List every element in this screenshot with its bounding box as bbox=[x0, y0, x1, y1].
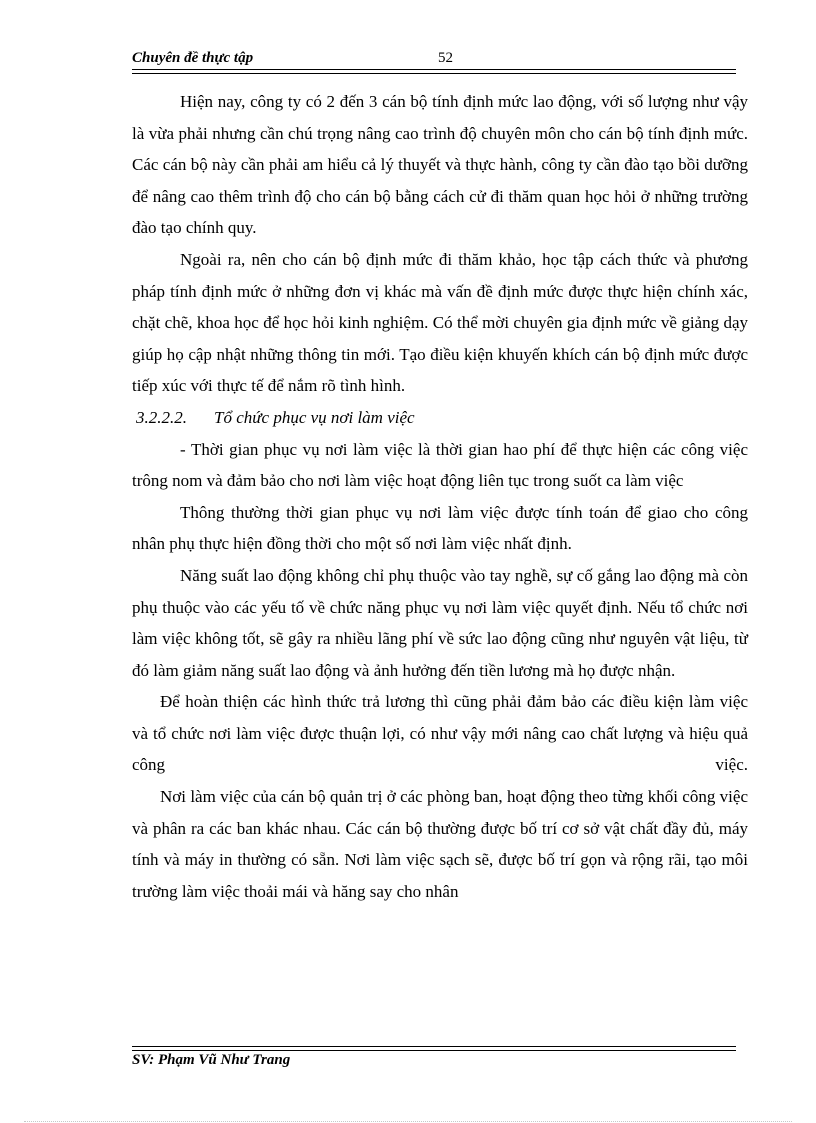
paragraph: - Thời gian phục vụ nơi làm việc là thời gian hao phí để thực hiện các công việc trông nom và đảm bảo cho nơi làm việc hoạt động liên tục trong suốt ca làm việc bbox=[132, 439, 748, 491]
paragraph: Ngoài ra, nên cho cán bộ định mức đi thăm khảo, học tập cách thức và phương pháp tính định mức ở những đơn vị khác mà vấn đề định mức được thực hiện chính xác, chặt chẽ, khoa học để học hỏi kinh nghiệm. Có thể mời chuyên gia định mức về giảng dạy giúp họ cập nhật những thông tin mới. Tạo điều kiện khuyến khích cán bộ định mức được tiếp xúc với thực tế để nắm rõ tình hình. bbox=[132, 249, 748, 396]
paragraph: Để hoàn thiện các hình thức trả lương thì cũng phải đảm bảo các điều kiện làm việc và tổ chức nơi làm việc được thuận lợi, có như vậy mới nâng cao chất lượng và hiệu quả công việc. bbox=[132, 692, 748, 775]
paragraph: Hiện nay, công ty có 2 đến 3 cán bộ tính định mức lao động, với số lượng như vậy là vừa phải nhưng cần chú trọng nâng cao trình độ chuyên môn cho cán bộ tính định mức. Các cán bộ này cần phải am hiểu cả lý thuyết và thực hành, công ty cần đào tạo bồi dưỡng để nâng cao thêm trình độ cho cán bộ bằng cách cử đi thăm quan học hỏi ở những trường đào tạo chính quy. bbox=[132, 92, 748, 238]
paragraph: Nơi làm việc của cán bộ quản trị ở các phòng ban, hoạt động theo từng khối công việc và phân ra các ban khác nhau. Các cán bộ thường được bố trí cơ sở vật chất đầy đủ, máy tính và máy in thường có sẵn. Nơi làm việc sạch sẽ, được bố trí gọn và rộng rãi, tạo môi trường làm việc thoải mái và hăng say cho nhân bbox=[132, 787, 748, 901]
paragraph: Thông thường thời gian phục vụ nơi làm việc được tính toán để giao cho công nhân phụ thực hiện đồng thời cho một số nơi làm việc nhất định. bbox=[132, 502, 748, 554]
header-rule bbox=[132, 69, 736, 74]
paragraph: Năng suất lao động không chỉ phụ thuộc vào tay nghề, sự cố gắng lao động mà còn phụ thuộc vào các yếu tố về chức năng phục vụ nơi làm việc quyết định. Nếu tổ chức nơi làm việc không tốt, sẽ gây ra nhiều lãng phí về sức lao động cũng như nguyên vật liệu, từ đó làm giảm năng suất lao động và ảnh hưởng đến tiền lương mà họ được nhận. bbox=[132, 565, 748, 680]
footer-author: SV: Phạm Vũ Như Trang bbox=[132, 1052, 291, 1068]
page-number: 52 bbox=[438, 50, 453, 66]
footer-rule bbox=[132, 1046, 736, 1051]
header-title: Chuyên đề thực tập bbox=[132, 50, 254, 66]
section-heading bbox=[132, 402, 748, 434]
section-title: Tổ chức phục vụ nơi làm việc bbox=[214, 407, 415, 427]
page-edge-divider bbox=[24, 1121, 792, 1122]
section-number: 3.2.2.2. bbox=[136, 407, 187, 427]
document-body bbox=[132, 86, 748, 907]
